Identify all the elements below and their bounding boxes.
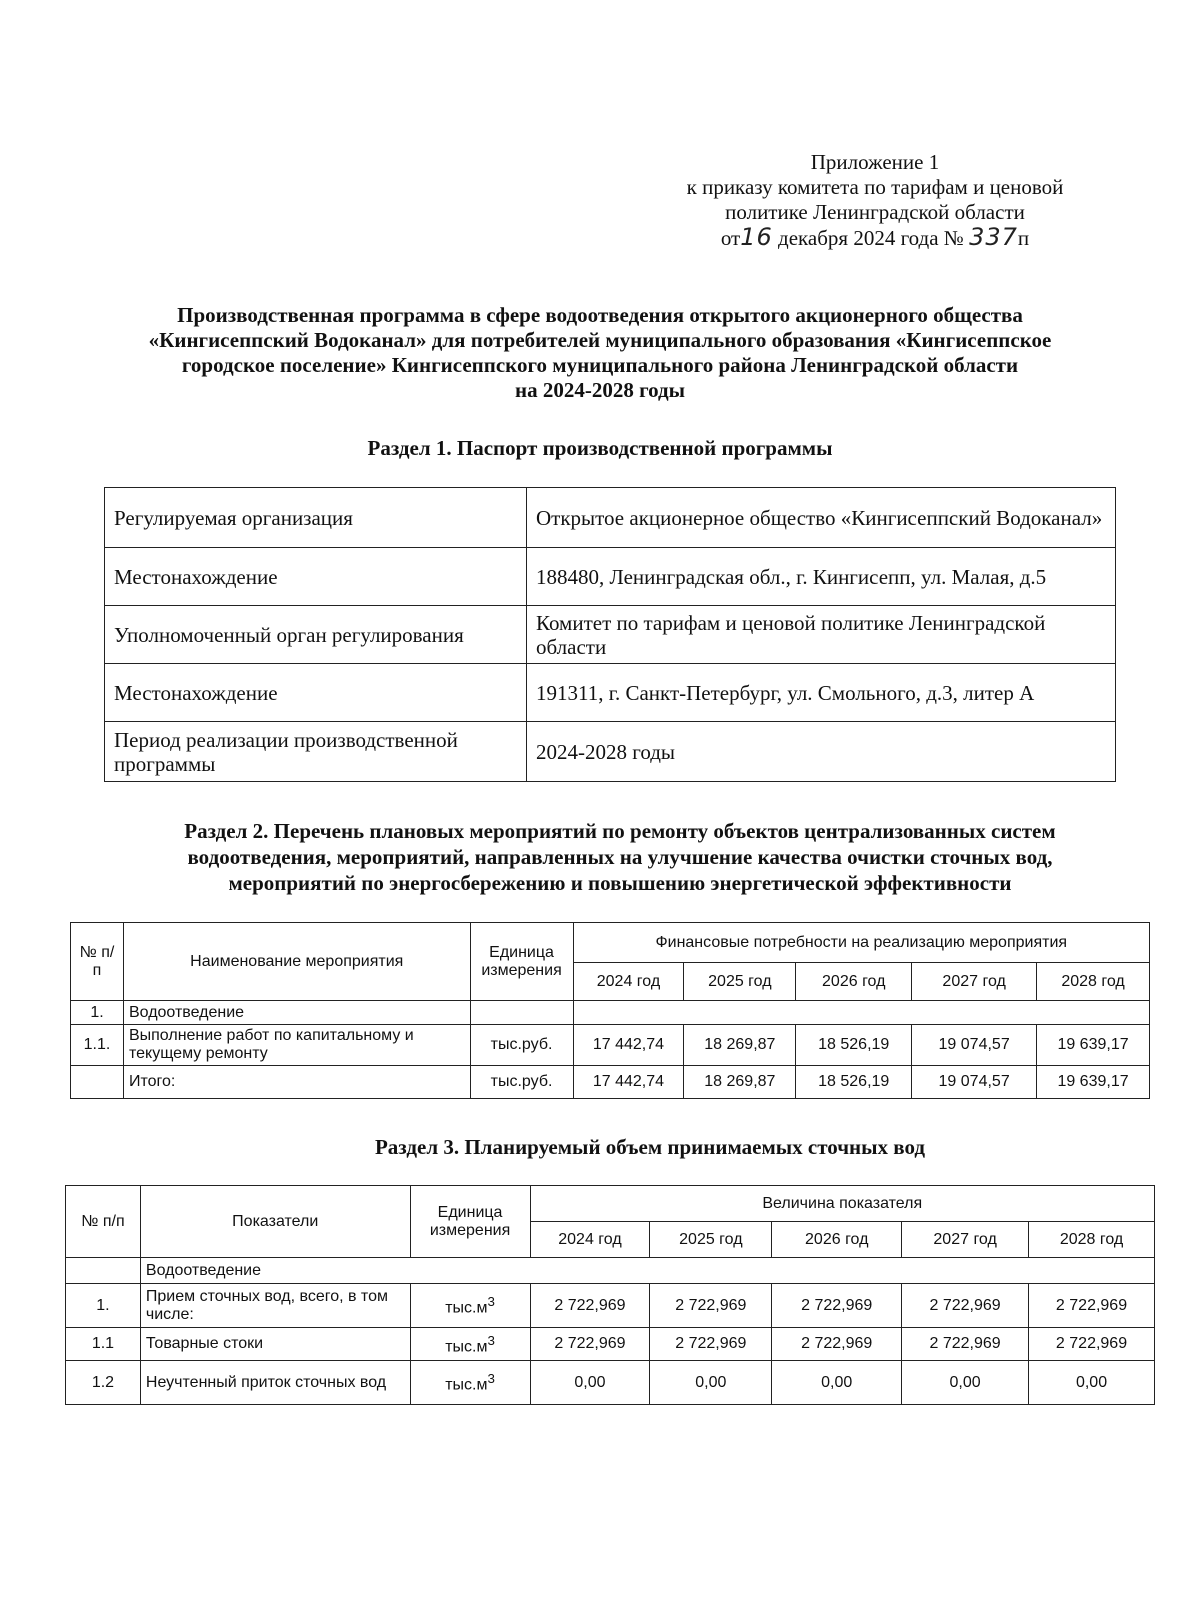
row-value: 0,00 xyxy=(650,1361,772,1405)
header-year: 2028 год xyxy=(1029,1222,1155,1258)
section-1-title: Раздел 1. Паспорт производственной программы xyxy=(367,436,833,460)
row-value: 2 722,969 xyxy=(772,1284,902,1328)
row-unit xyxy=(410,1284,530,1328)
header-num: № п/п xyxy=(71,923,124,1001)
header-year: 2025 год xyxy=(684,963,796,1001)
row-name: Итого: xyxy=(123,1066,470,1099)
row-value: 18 526,19 xyxy=(796,1025,912,1066)
passport-label: Уполномоченный орган регулирования xyxy=(105,606,527,664)
row-num: 1. xyxy=(71,1001,124,1025)
row-name: Водоотведение xyxy=(123,1001,470,1025)
header-year: 2028 год xyxy=(1037,963,1150,1001)
row-value: 19 639,17 xyxy=(1037,1025,1150,1066)
passport-value: 191311, г. Санкт-Петербург, ул. Смольного, д.3, литер А xyxy=(527,664,1116,722)
row-value: 2 722,969 xyxy=(772,1328,902,1361)
row-num: 1.1 xyxy=(66,1328,141,1361)
unit-sup: 3 xyxy=(487,1371,495,1387)
unit-base: тыс.м xyxy=(445,1299,488,1317)
header-year: 2024 год xyxy=(573,963,684,1001)
appendix-header xyxy=(640,150,1110,251)
table-row xyxy=(71,1001,1150,1025)
row-group-label: Водоотведение xyxy=(140,1258,1154,1284)
row-unit: тыс.руб. xyxy=(470,1025,573,1066)
order-number-suffix: п xyxy=(1017,226,1030,250)
unit-base: тыс.м xyxy=(445,1376,488,1394)
appendix-line-3: политике Ленинградской области xyxy=(725,200,1025,224)
row-num: 1.2 xyxy=(66,1361,141,1405)
row-value: 18 526,19 xyxy=(796,1066,912,1099)
appendix-line-4 xyxy=(640,225,1110,251)
row-num: 1.1. xyxy=(71,1025,124,1066)
header-year: 2026 год xyxy=(796,963,912,1001)
header-indicator-value: Величина показателя xyxy=(530,1186,1154,1222)
row-value: 2 722,969 xyxy=(650,1328,772,1361)
wastewater-volume-table xyxy=(65,1185,1155,1405)
unit-sup: 3 xyxy=(487,1332,495,1348)
row-empty xyxy=(573,1001,1149,1025)
row-value: 17 442,74 xyxy=(573,1066,684,1099)
passport-label: Местонахождение xyxy=(105,664,527,722)
header-num: № п/п xyxy=(66,1186,141,1258)
table-row xyxy=(71,1025,1150,1066)
row-value: 2 722,969 xyxy=(530,1284,650,1328)
table-row xyxy=(105,664,1116,722)
section-2-title-line-2: водоотведения, мероприятий, направленных на улучшение качества очистки сточных вод, xyxy=(187,845,1053,869)
row-value: 0,00 xyxy=(530,1361,650,1405)
row-value: 19 074,57 xyxy=(912,1025,1037,1066)
title-line-1: Производственная программа в сфере водоотведения открытого акционерного общества xyxy=(177,303,1023,327)
table-row xyxy=(66,1258,1155,1284)
header-unit: Единица измерения xyxy=(470,923,573,1001)
table-row xyxy=(66,1328,1155,1361)
row-name: Товарные стоки xyxy=(140,1328,410,1361)
passport-value: Открытое акционерное общество «Кингисеппский Водоканал» xyxy=(527,488,1116,548)
header-year: 2026 год xyxy=(772,1222,902,1258)
appendix-date-middle: декабря 2024 года № xyxy=(778,226,964,250)
passport-label: Местонахождение xyxy=(105,548,527,606)
passport-label: Регулируемая организация xyxy=(105,488,527,548)
table-header-row xyxy=(71,923,1150,963)
row-num xyxy=(66,1258,141,1284)
section-2-title-line-3: мероприятий по энергосбережению и повышению энергетической эффективности xyxy=(228,871,1012,895)
section-2-title-line-1: Раздел 2. Перечень плановых мероприятий по ремонту объектов централизованных систем xyxy=(184,819,1056,843)
title-line-3: городское поселение» Кингисеппского муниципального района Ленинградской области xyxy=(181,353,1019,377)
header-year: 2027 год xyxy=(902,1222,1029,1258)
table-row xyxy=(71,1066,1150,1099)
header-name: Наименование мероприятия xyxy=(123,923,470,1001)
row-value: 2 722,969 xyxy=(1029,1284,1155,1328)
row-value: 2 722,969 xyxy=(650,1284,772,1328)
row-value: 0,00 xyxy=(902,1361,1029,1405)
row-name: Выполнение работ по капитальному и текущему ремонту xyxy=(123,1025,470,1066)
row-value: 18 269,87 xyxy=(684,1066,796,1099)
row-unit xyxy=(410,1361,530,1405)
appendix-line-1: Приложение 1 xyxy=(810,150,940,174)
unit-base: тыс.м xyxy=(445,1338,488,1356)
header-financial-needs: Финансовые потребности на реализацию мероприятия xyxy=(573,923,1149,963)
row-unit: тыс.руб. xyxy=(470,1066,573,1099)
table-row xyxy=(105,548,1116,606)
handwritten-order-number: 337 xyxy=(969,223,1018,251)
appendix-line-2: к приказу комитета по тарифам и ценовой xyxy=(686,175,1064,199)
document-title xyxy=(90,303,1110,403)
row-num xyxy=(71,1066,124,1099)
table-header-row xyxy=(66,1186,1155,1222)
header-year: 2025 год xyxy=(650,1222,772,1258)
header-unit: Единица измерения xyxy=(410,1186,530,1258)
passport-value: 188480, Ленинградская обл., г. Кингисепп, ул. Малая, д.5 xyxy=(527,548,1116,606)
row-value: 18 269,87 xyxy=(684,1025,796,1066)
passport-table xyxy=(104,487,1116,782)
passport-value: 2024-2028 годы xyxy=(527,722,1116,782)
repair-measures-table xyxy=(70,922,1150,1099)
table-row xyxy=(105,606,1116,664)
row-value: 2 722,969 xyxy=(1029,1328,1155,1361)
row-value: 0,00 xyxy=(1029,1361,1155,1405)
table-row xyxy=(66,1361,1155,1405)
title-line-2: «Кингисеппский Водоканал» для потребителей муниципального образования «Кингисеппское xyxy=(148,328,1052,352)
row-value: 17 442,74 xyxy=(573,1025,684,1066)
row-value: 2 722,969 xyxy=(902,1284,1029,1328)
header-year: 2024 год xyxy=(530,1222,650,1258)
handwritten-day: 16 xyxy=(740,223,773,251)
unit-sup: 3 xyxy=(487,1294,495,1310)
table-row xyxy=(105,722,1116,782)
row-value: 0,00 xyxy=(772,1361,902,1405)
row-value: 19 639,17 xyxy=(1037,1066,1150,1099)
row-name: Прием сточных вод, всего, в том числе: xyxy=(140,1284,410,1328)
row-value: 19 074,57 xyxy=(912,1066,1037,1099)
row-value: 2 722,969 xyxy=(530,1328,650,1361)
appendix-date-prefix: от xyxy=(720,226,741,250)
header-year: 2027 год xyxy=(912,963,1037,1001)
section-2-title xyxy=(90,818,1150,896)
row-unit xyxy=(410,1328,530,1361)
row-name: Неучтенный приток сточных вод xyxy=(140,1361,410,1405)
title-line-4: на 2024-2028 годы xyxy=(514,378,686,402)
passport-value: Комитет по тарифам и ценовой политике Ленинградской области xyxy=(527,606,1116,664)
section-3-title: Раздел 3. Планируемый объем принимаемых сточных вод xyxy=(374,1135,926,1159)
row-unit xyxy=(470,1001,573,1025)
table-row xyxy=(105,488,1116,548)
table-row xyxy=(66,1284,1155,1328)
row-num: 1. xyxy=(66,1284,141,1328)
row-value: 2 722,969 xyxy=(902,1328,1029,1361)
passport-label: Период реализации производственной программы xyxy=(105,722,527,782)
header-indicator: Показатели xyxy=(140,1186,410,1258)
